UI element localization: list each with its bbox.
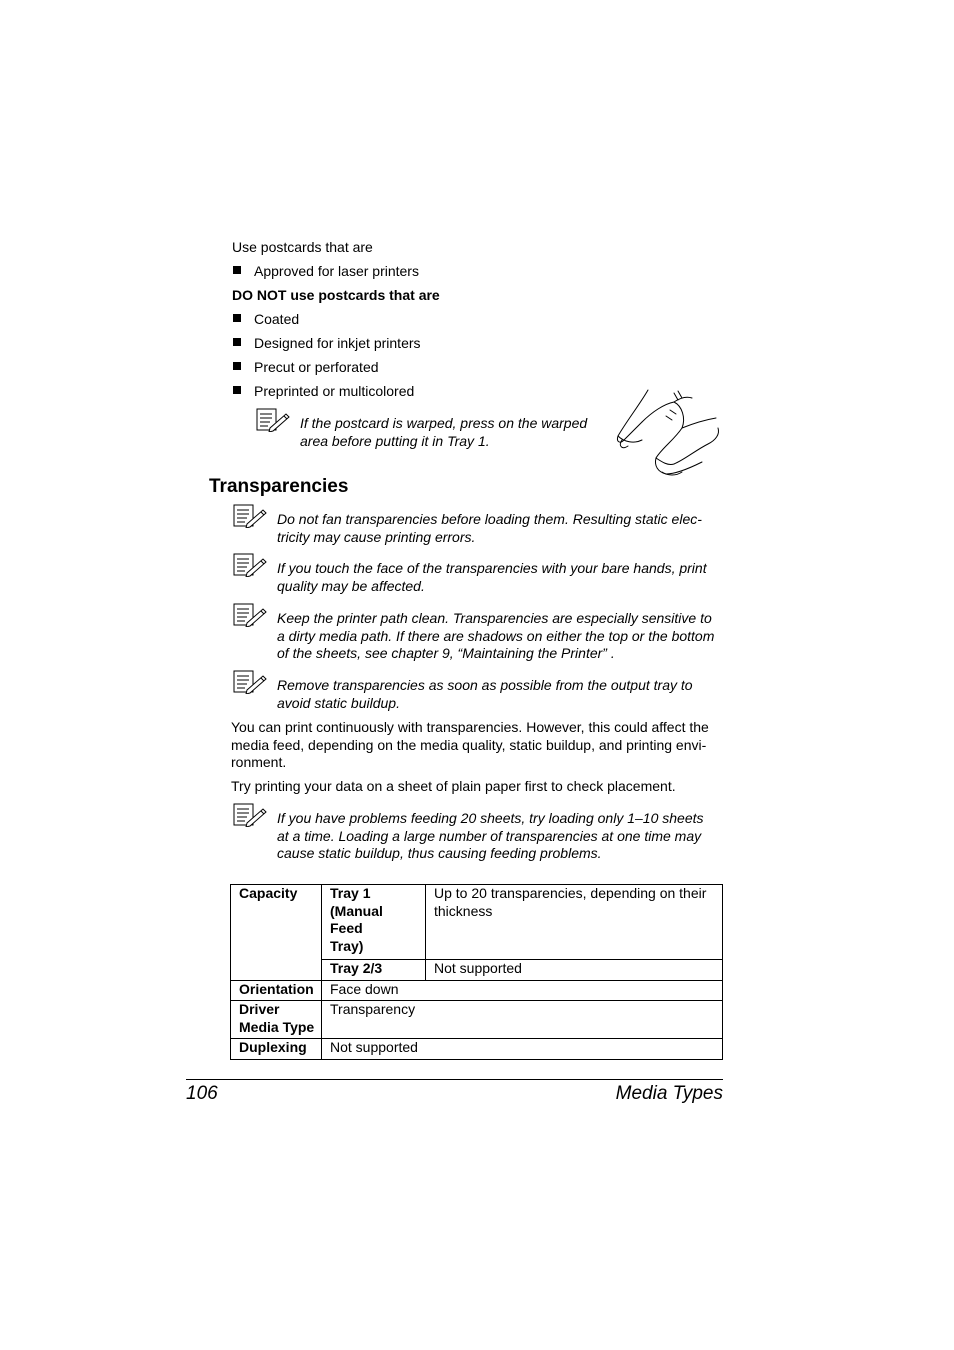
table-cell-orientation-label: Orientation	[231, 980, 322, 1001]
table-row	[231, 1039, 723, 1060]
list-item: Precut or perforated	[254, 359, 379, 375]
list-item: Preprinted or multicolored	[254, 383, 415, 399]
donot-heading: DO NOT use postcards that are	[232, 287, 440, 303]
note-pencil-icon	[256, 408, 290, 432]
table-cell-tray1-label: Tray 1 (Manual Feed Tray)	[322, 885, 426, 960]
note-feeding-problems: If you have problems feeding 20 sheets, try loading only 1–10 sheets at a time. Loading a large number of transparencies at one time may cause static buildup, thus causing feeding problems.	[277, 810, 704, 861]
table-cell-duplexing-label: Duplexing	[231, 1039, 322, 1060]
table-row	[231, 980, 723, 1001]
continuous-printing-paragraph: You can print continuously with transparencies. However, this could affect the media feed, depending on the media quality, static buildup, and printing envi- ronment.	[231, 719, 709, 770]
table-cell-driver-label: Driver Media Type	[231, 1001, 322, 1039]
note-printer-path: Keep the printer path clean. Transparencies are especially sensitive to a dirty media path. If there are shadows on either the top or the bottom of the sheets, see chapter 9, “Maintaining the Printer” .	[277, 610, 715, 661]
bullet-square	[233, 314, 241, 322]
note-fan: Do not fan transparencies before loading them. Resulting static elec- tricity may cause printing errors.	[277, 511, 702, 545]
note-pencil-icon	[233, 603, 267, 627]
list-item: Designed for inkjet printers	[254, 335, 421, 351]
table-cell-driver-value: Transparency	[322, 1001, 723, 1039]
note-bare-hands: If you touch the face of the transparencies with your bare hands, print quality may be affected.	[277, 560, 707, 594]
note-pencil-icon	[233, 553, 267, 577]
table-cell-orientation-value: Face down	[322, 980, 723, 1001]
table-cell-tray23-label: Tray 2/3	[322, 960, 426, 981]
table-row	[231, 885, 723, 960]
bullet-square	[233, 386, 241, 394]
transparency-spec-table	[230, 884, 723, 1060]
bullet-square	[233, 338, 241, 346]
warp-note: If the postcard is warped, press on the warped area before putting it in Tray 1.	[300, 415, 588, 449]
footer-rule	[186, 1079, 723, 1080]
hands-pressing-postcard-illustration	[612, 388, 724, 478]
list-item: Coated	[254, 311, 300, 327]
page-number: 106	[186, 1083, 218, 1104]
note-pencil-icon	[233, 803, 267, 827]
note-pencil-icon	[233, 504, 267, 528]
table-cell-tray1-value: Up to 20 transparencies, depending on their thickness	[426, 885, 723, 960]
table-cell-capacity-label: Capacity	[231, 885, 322, 981]
table-row	[231, 1001, 723, 1039]
list-item: Approved for laser printers	[254, 263, 419, 279]
bullet-square	[233, 362, 241, 370]
table-cell-tray23-value: Not supported	[426, 960, 723, 981]
plain-paper-paragraph: Try printing your data on a sheet of plain paper first to check placement.	[231, 778, 676, 794]
bullet-square	[233, 266, 241, 274]
note-remove-transparencies: Remove transparencies as soon as possible from the output tray to avoid static buildup.	[277, 677, 693, 711]
chapter-title: Media Types	[615, 1083, 723, 1104]
table-cell-duplexing-value: Not supported	[322, 1039, 723, 1060]
note-pencil-icon	[233, 670, 267, 694]
use-postcards-intro: Use postcards that are	[232, 239, 373, 255]
section-title: Transparencies	[209, 476, 349, 497]
